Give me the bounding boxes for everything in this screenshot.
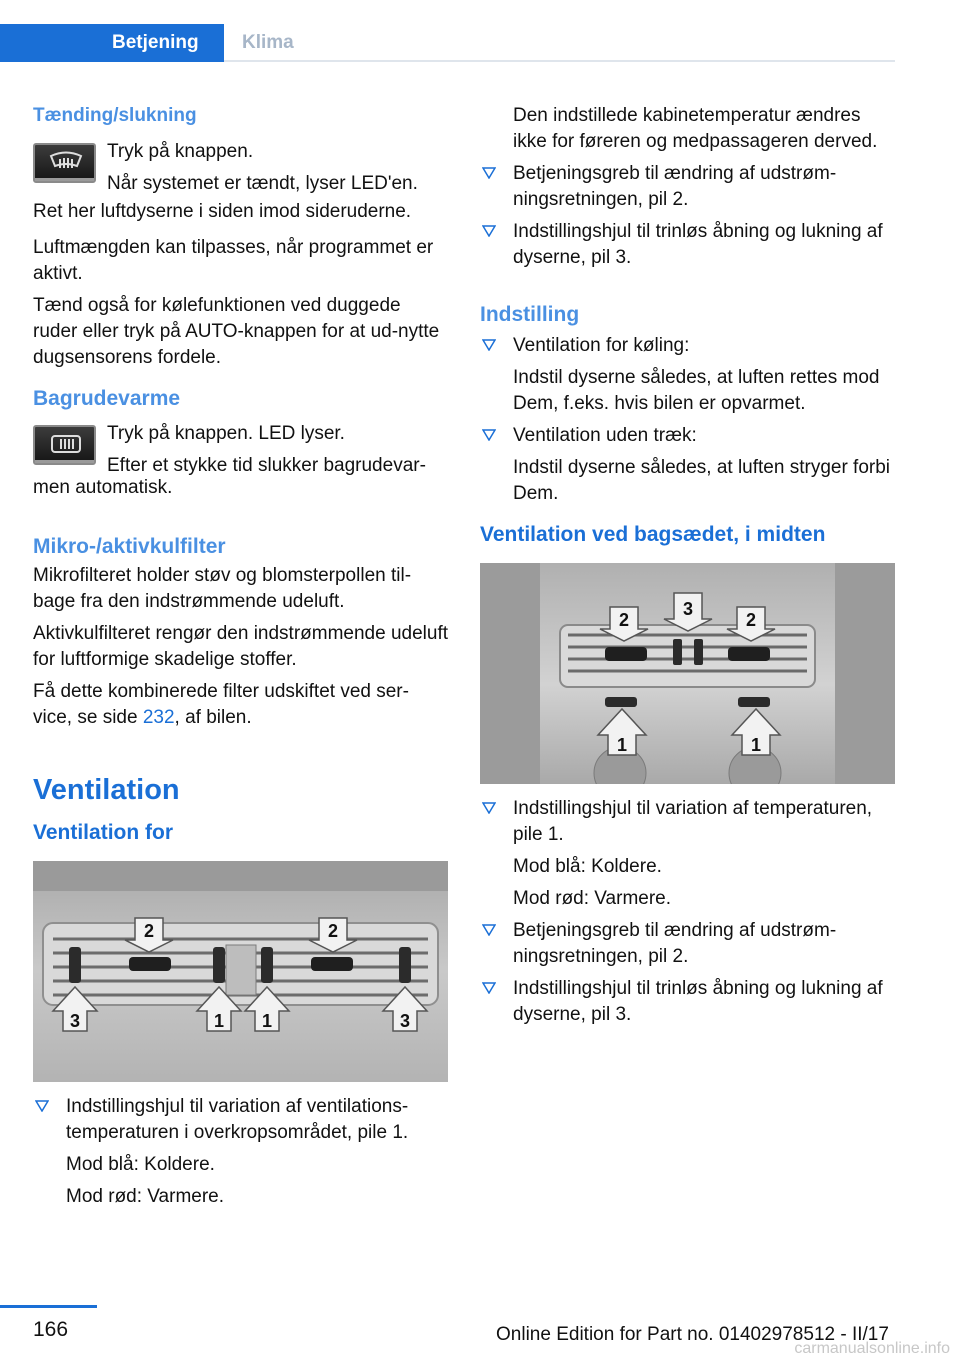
setting-heading: Indstilling	[480, 303, 580, 326]
chapter-tabs	[0, 24, 895, 62]
defrost-instruction-2: Når systemet er tændt, lyser LED'en.	[107, 173, 418, 194]
bullet-triangle-icon	[482, 339, 496, 351]
front-bullet-1-continued: Den indstillede kabinetemperatur ændres ikke for føreren og medpassageren derved.	[513, 105, 878, 152]
front-ventilation-heading: Ventilation for	[33, 821, 174, 844]
tab-klima[interactable]: Klima	[242, 32, 294, 53]
filter-paragraph-1: Mikrofilteret holder støv og blomsterpollen til-bage fra den indstrømmende udeluft.	[33, 565, 412, 612]
rear-bullet-2: Betjeningsgreb til ændring af udstrøm-ningsretningen, pil 2.	[480, 918, 896, 970]
rear-label-1-left: 1	[616, 735, 628, 755]
filter-paragraph-3: Få dette kombinerede filter udskiftet ved ser-vice, se side 232, af bilen.	[33, 681, 409, 728]
rear-window-heater-button-icon	[33, 425, 96, 465]
rear-label-1-right: 1	[750, 735, 762, 755]
rear-vent-photo	[480, 563, 895, 784]
front-label-3-left: 3	[69, 1011, 81, 1031]
ventilation-heading: Ventilation	[33, 774, 180, 806]
bullet-triangle-icon	[482, 167, 496, 179]
rear-vent-heading: Ventilation ved bagsædet, i midten	[480, 523, 826, 546]
setting-bullet-2: Ventilation uden træk: Indstil dyserne således, at luften stryger forbi Dem.	[480, 423, 896, 507]
front-label-2-left: 2	[143, 921, 155, 941]
defrost-instruction-1: Tryk på knappen.	[107, 141, 254, 162]
rear-window-heading: Bagrudevarme	[33, 387, 181, 410]
bullet-triangle-icon	[482, 429, 496, 441]
rear-instruction-2: Efter et stykke tid slukker bagrudevar-	[107, 455, 426, 476]
front-bullet-3: Indstillingshjul til trinløs åbning og lukning af dyserne, pil 3.	[480, 219, 896, 271]
filter-paragraph-2: Aktivkulfilteret rengør den indstrømmende udeluft for luftformige skadelige stoffer.	[33, 623, 449, 670]
front-bullet-2: Betjeningsgreb til ændring af udstrøm-ningsretningen, pil 2.	[480, 161, 896, 213]
rear-label-2-left: 2	[618, 610, 630, 630]
edition-line: Online Edition for Part no. 01402978512 - II/17	[496, 1324, 889, 1345]
defrost-paragraph-1: Ret her luftdyserne i siden imod sideruderne.	[33, 201, 412, 222]
bullet-triangle-icon	[35, 1100, 49, 1112]
page-reference-link[interactable]: 232	[142, 707, 175, 728]
front-vent-photo	[33, 861, 448, 1082]
left-column	[33, 103, 448, 1210]
defrost-button-row	[33, 139, 448, 197]
rear-label-2-right: 2	[745, 610, 757, 630]
right-column	[480, 103, 896, 1028]
defrost-paragraph-3: Tænd også for kølefunktionen ved duggede ruder eller tryk på AUTO-knappen for at ud-nytte dugsensorens fordele.	[33, 295, 440, 368]
windshield-defrost-button-icon	[33, 143, 96, 183]
defrost-heading: Tænding/slukning	[33, 105, 197, 126]
tab-betjening[interactable]: Betjening	[0, 24, 224, 62]
rear-bullet-1: Indstillingshjul til variation af temperaturen, pile 1. Mod blå: Koldere. Mod rød: Varmere.	[480, 796, 896, 912]
tab-divider	[224, 60, 895, 62]
rear-instruction-continued: men automatisk.	[33, 477, 173, 498]
defrost-paragraph-2: Luftmængden kan tilpasses, når programmet er aktivt.	[33, 237, 434, 284]
rear-instruction-1: Tryk på knappen. LED lyser.	[107, 423, 345, 444]
footer-rule	[0, 1305, 97, 1308]
bullet-triangle-icon	[482, 802, 496, 814]
page-number: 166	[33, 1318, 69, 1341]
rear-window-button-row	[33, 421, 448, 479]
front-label-1-right: 1	[261, 1011, 273, 1031]
rear-bullet-3: Indstillingshjul til trinløs åbning og lukning af dyserne, pil 3.	[480, 976, 896, 1028]
bullet-triangle-icon	[482, 982, 496, 994]
filter-heading: Mikro-/aktivkulfilter	[33, 535, 226, 558]
bullet-triangle-icon	[482, 924, 496, 936]
rear-label-3: 3	[682, 599, 694, 619]
setting-bullet-1: Ventilation for køling: Indstil dyserne således, at luften rettes mod Dem, f.eks. hvis bilen er opvarmet.	[480, 333, 896, 417]
bullet-triangle-icon	[482, 225, 496, 237]
watermark: carmanualsonline.info	[794, 1340, 950, 1357]
front-label-1-left: 1	[213, 1011, 225, 1031]
front-label-2-right: 2	[327, 921, 339, 941]
front-bullet-1: Indstillingshjul til variation af ventilations-temperaturen i overkropsområdet, pile 1. Mod blå: Koldere. Mod rød: Varmere.	[33, 1094, 448, 1210]
front-label-3-right: 3	[399, 1011, 411, 1031]
